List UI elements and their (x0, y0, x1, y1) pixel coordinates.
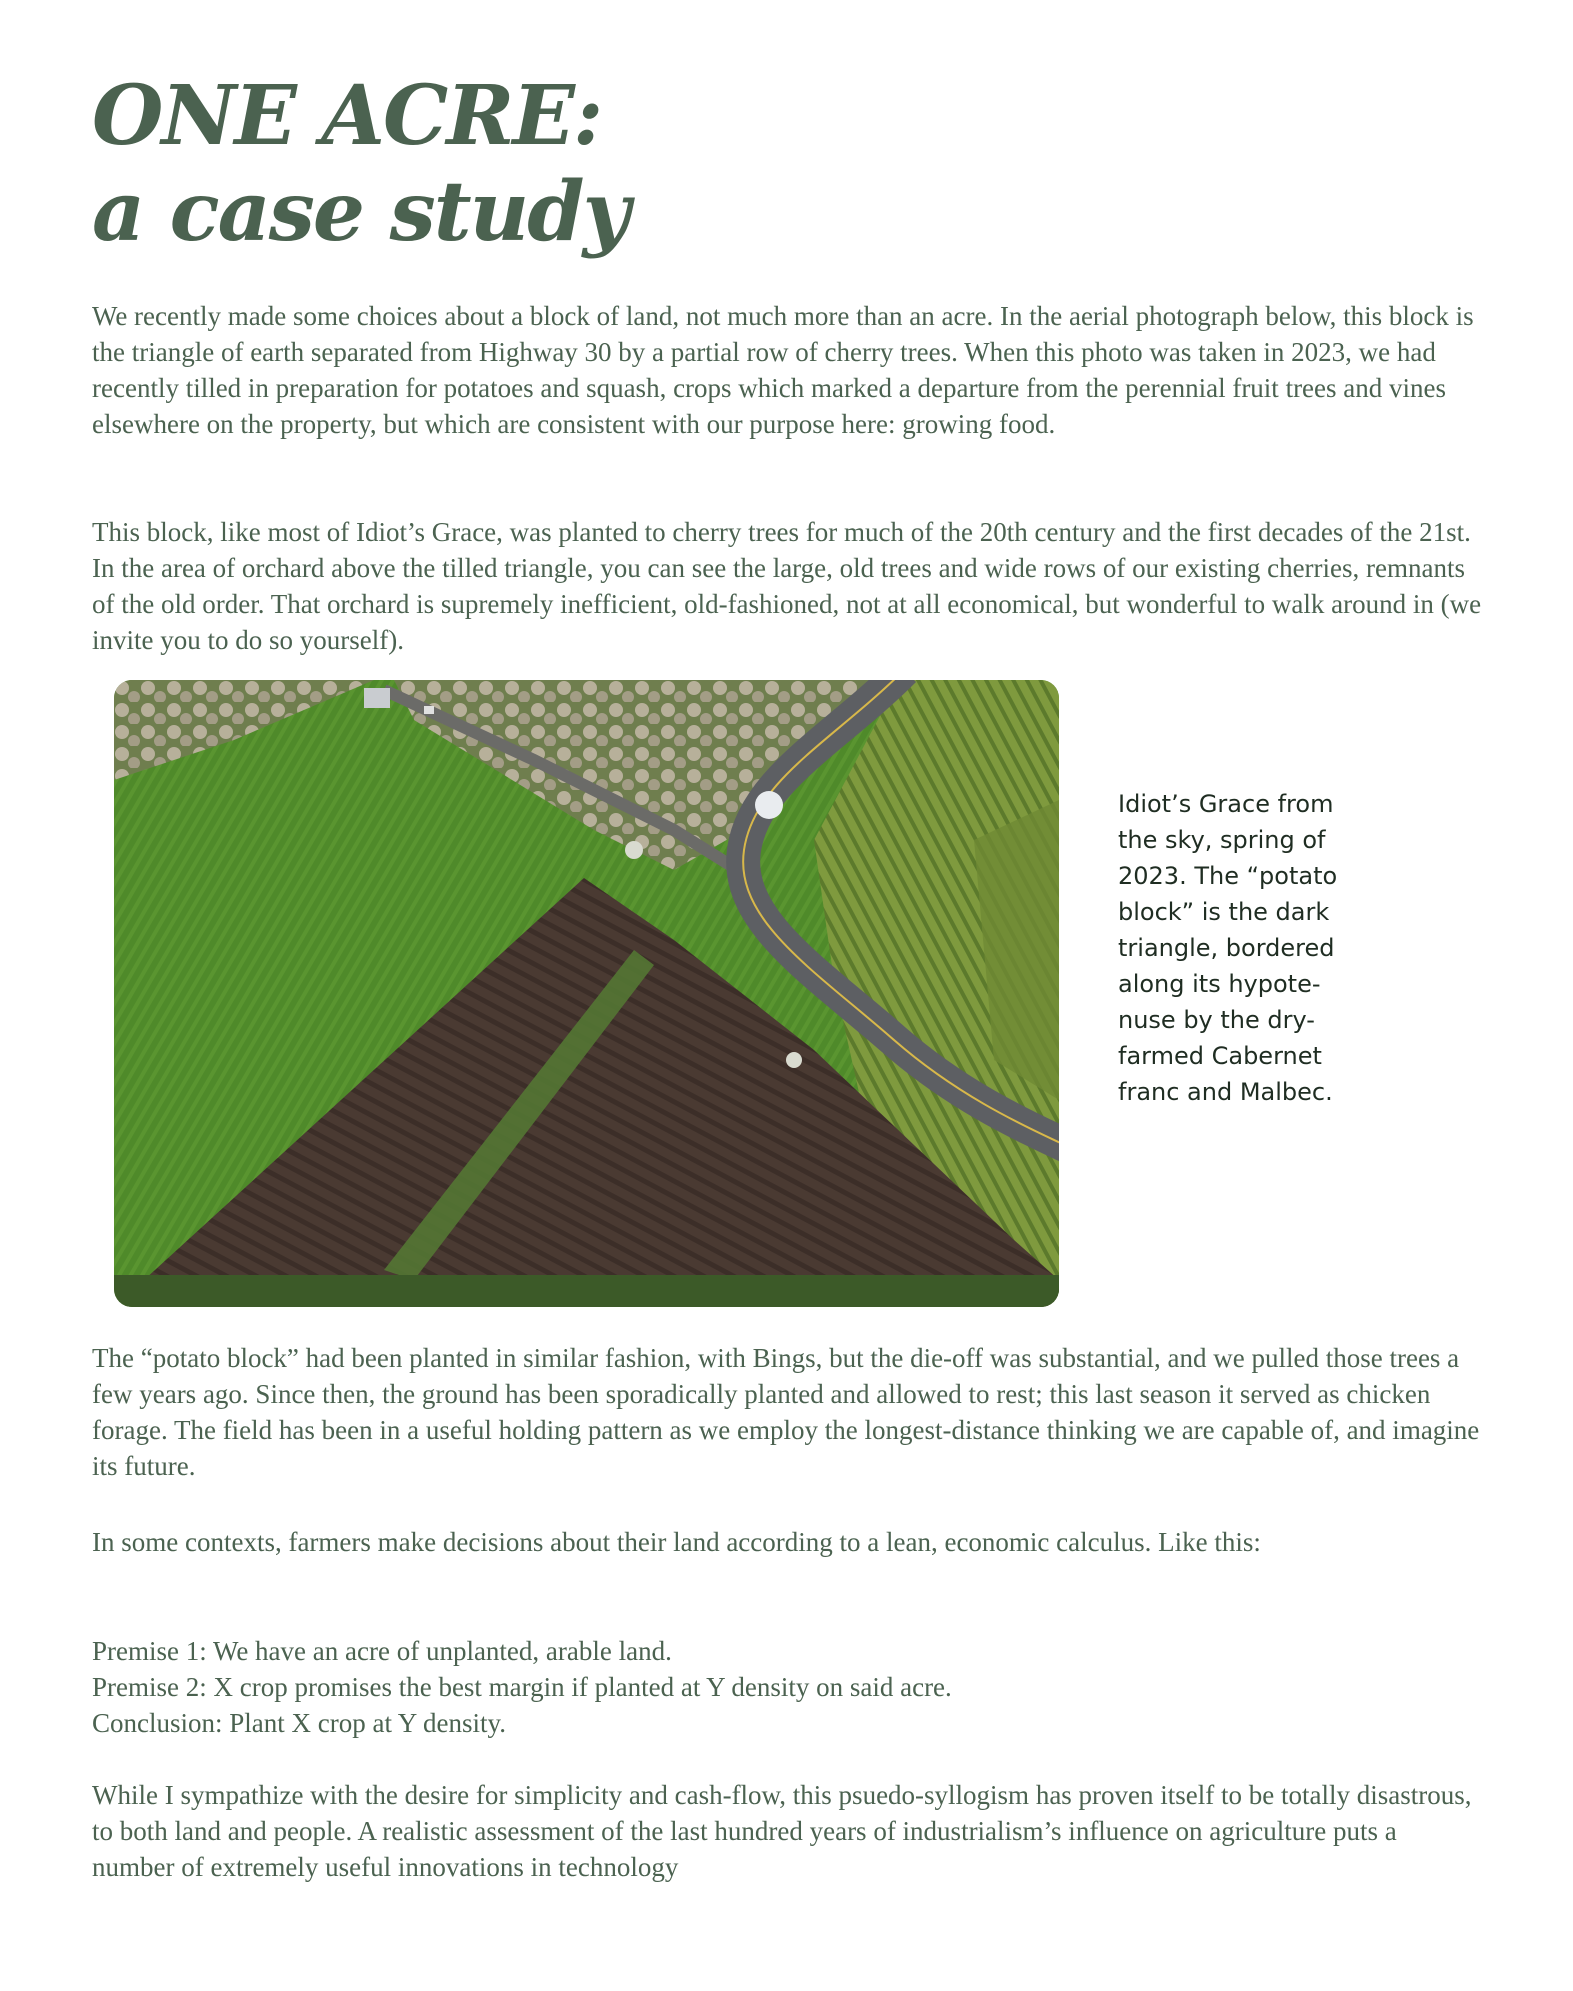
page-title (92, 68, 1292, 260)
caption-line: 2023. The “potato (1118, 862, 1338, 890)
paragraph-economic-calculus: In some contexts, farmers make decisions about their land according to a lean, economic calculus. Like this: (92, 1527, 1261, 1557)
premise-conclusion: Conclusion: Plant X crop at Y density. (92, 1708, 506, 1738)
caption-line: Idiot’s Grace from (1118, 790, 1334, 818)
caption-line: nuse by the dry- (1118, 1006, 1315, 1034)
caption-line: the sky, spring of (1118, 826, 1326, 854)
caption-line: block” is the dark (1118, 898, 1330, 926)
title-line-1: ONE ACRE: (92, 68, 602, 164)
caption-line: triangle, bordered (1118, 934, 1335, 962)
paragraph-intro: We recently made some choices about a block of land, not much more than an acre. In the aerial photograph below, this block is the triangle of earth separated from Highway 30 by a partial row of cherry trees. When this photo was taken in 2023, we had recently tilled in preparation for potatoes and squash, crops which marked a departure from the perennial fruit trees and vines elsewhere on the property, but which are consistent with our purpose here: growing food. (92, 301, 1474, 439)
aerial-photo (114, 680, 1059, 1307)
premise-item: Premise 2: X crop promises the best margin if planted at Y density on said acre. (92, 1672, 952, 1702)
paragraph-history: This block, like most of Idiot’s Grace, was planted to cherry trees for much of the 20th century and the first decades of the 21st. In the area of orchard above the tilled triangle, you can see the large, old trees and wide rows of our existing cherries, remnants of the old order. That orchard is supremely inefficient, old-fashioned, not at all economical, but wonderful to walk around in (we invite you to do so yourself). (92, 517, 1482, 655)
premise-item: Premise 1: We have an acre of unplanted, arable land. (92, 1636, 672, 1666)
photo-caption (1118, 786, 1378, 1110)
paragraph-potato-block: The “potato block” had been planted in similar fashion, with Bings, but the die-off was substantial, and we pulled those trees a few years ago. Since then, the ground has been sporadically planted and allowed to rest; this last season it served as chicken forage. The field has been in a useful holding pattern as we employ the longest-distance thinking we are capable of, and imagine its future. (92, 1343, 1480, 1481)
caption-line: along its hypote- (1118, 970, 1321, 998)
title-line-2: a case study (92, 164, 629, 260)
caption-line: farmed Cabernet (1118, 1042, 1322, 1070)
premise-list (92, 1633, 1482, 1741)
paragraph-industrialism: While I sympathize with the desire for simplicity and cash-flow, this psuedo-syllogism has proven itself to be totally disastrous, to both land and people. A realistic assessment of the last hundred years of industrialism’s influence on agriculture puts a number of extremely useful innovations in technology (92, 1780, 1472, 1882)
aerial-photo-illustration (114, 680, 1059, 1307)
caption-line: franc and Malbec. (1118, 1078, 1333, 1106)
